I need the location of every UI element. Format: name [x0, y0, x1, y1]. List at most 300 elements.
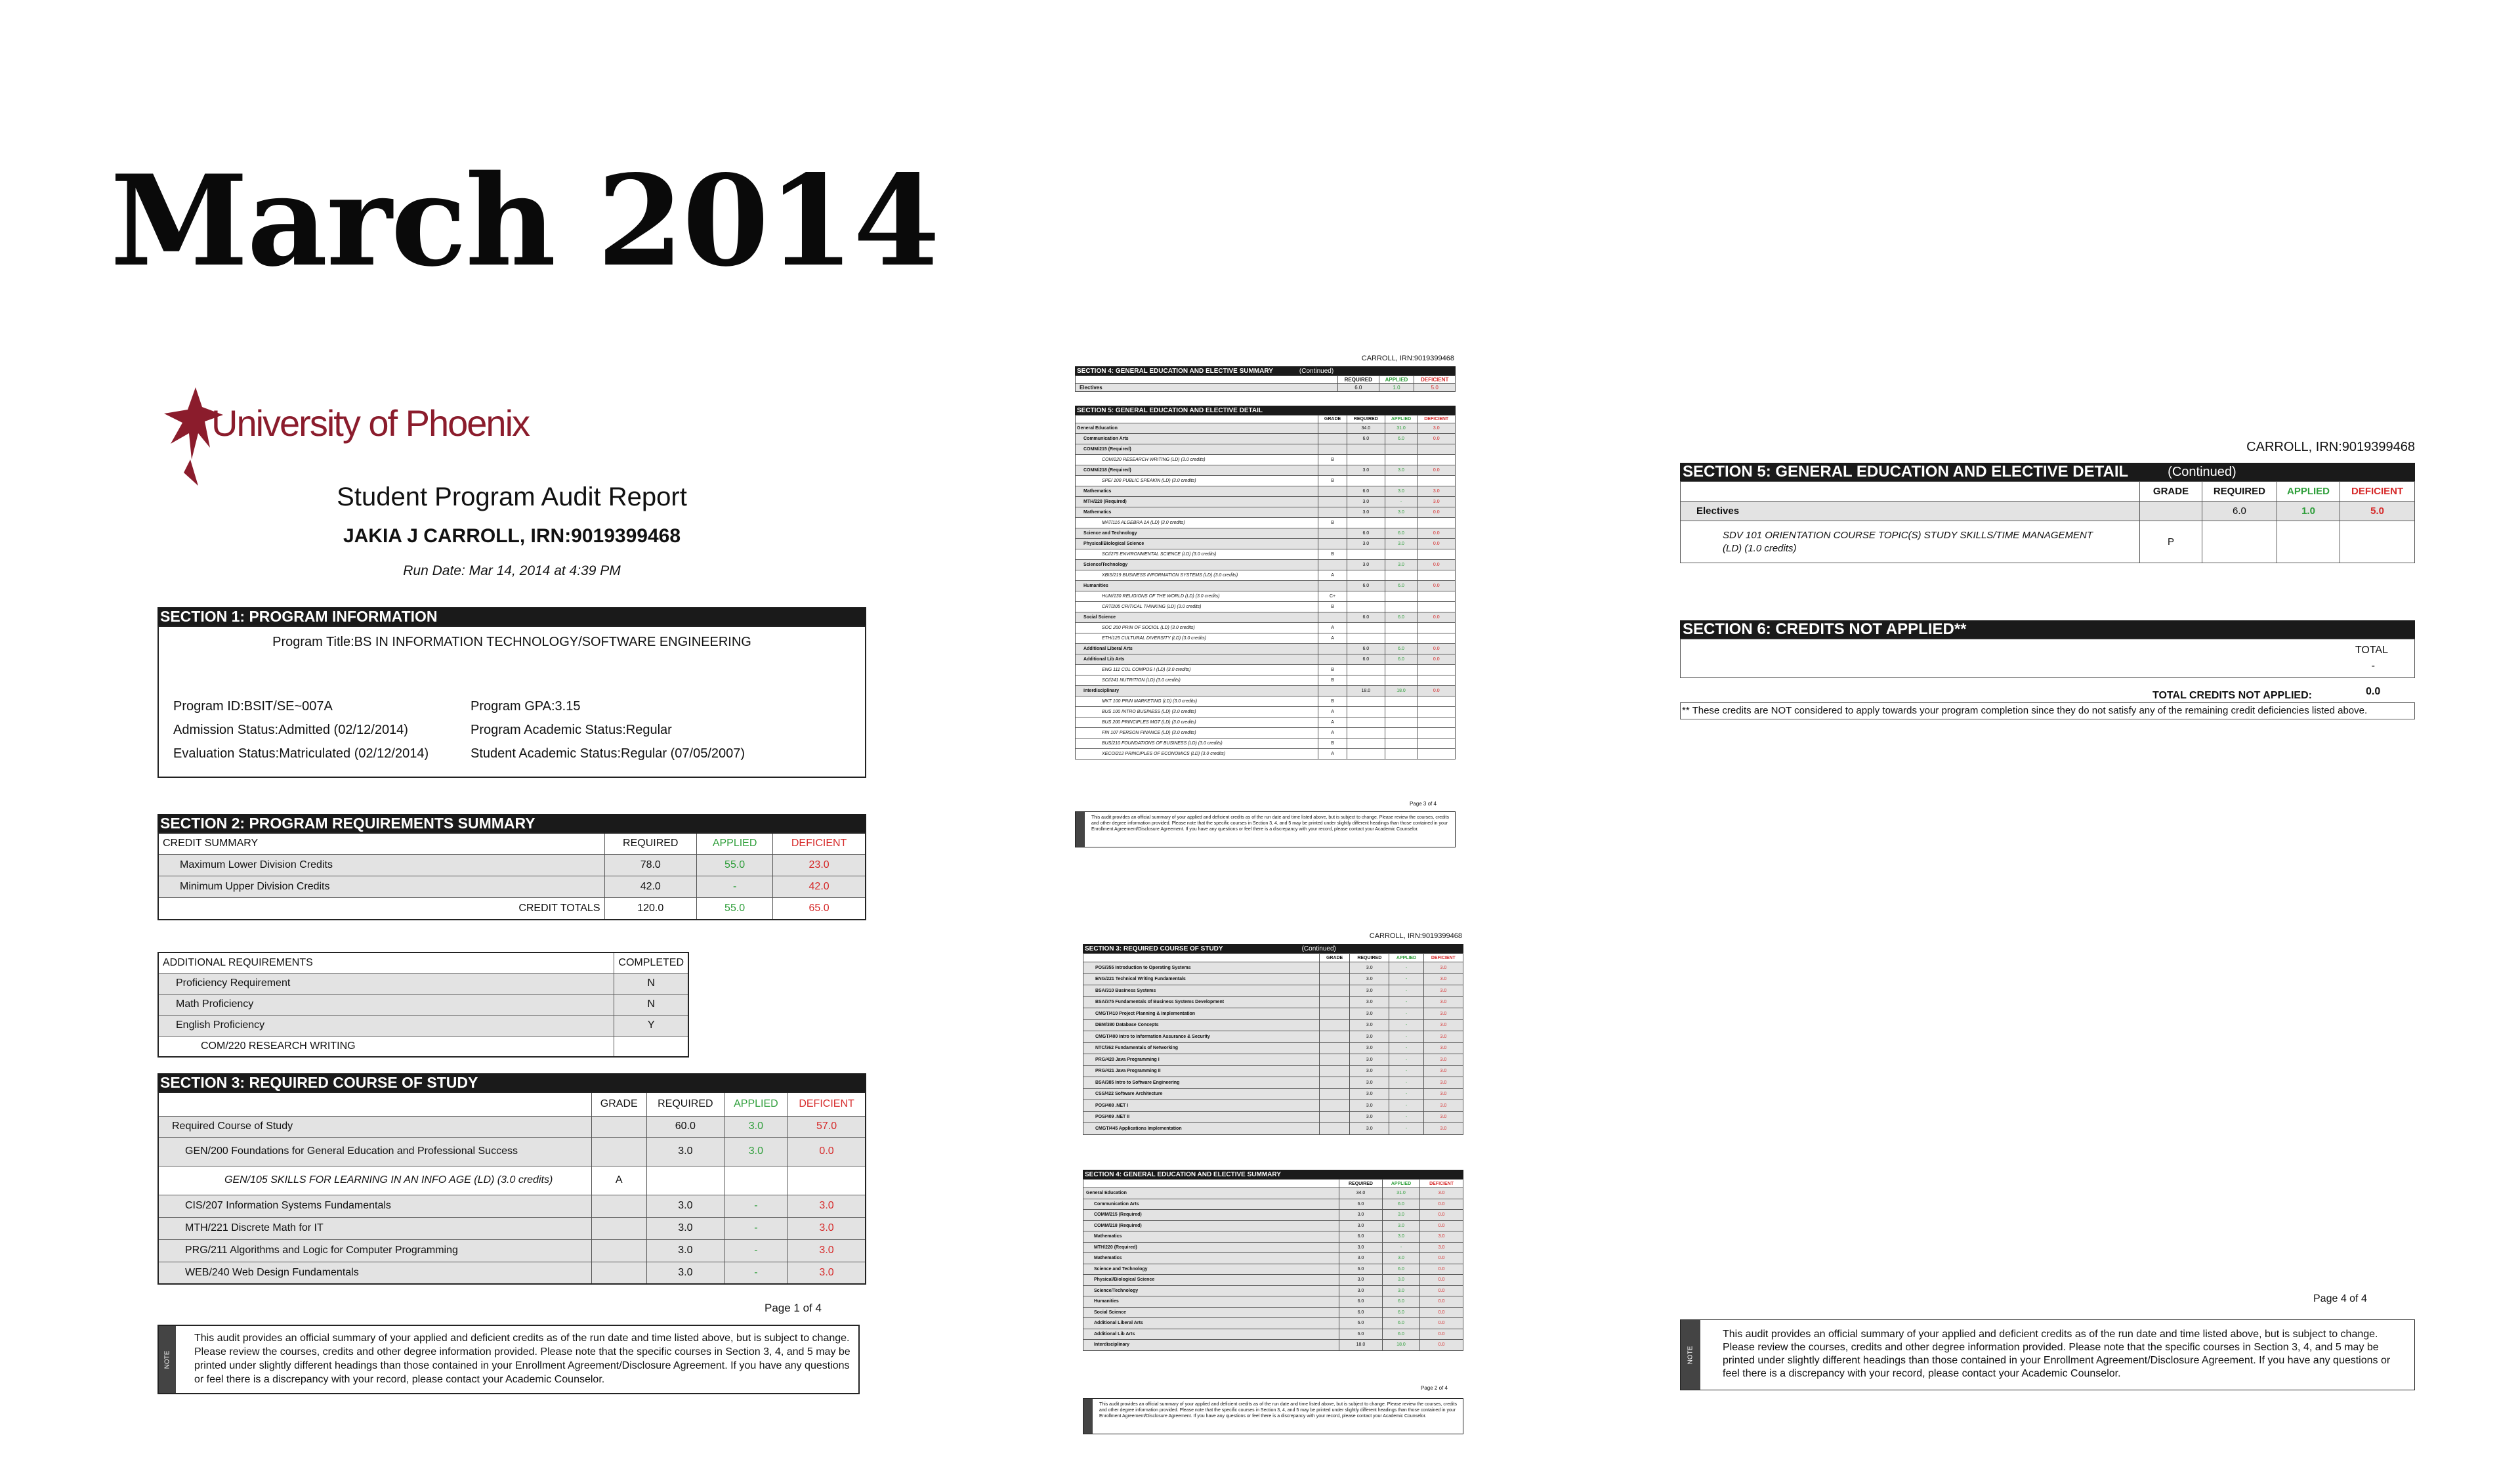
- row-applied: [1385, 665, 1418, 675]
- row-required: [1347, 476, 1385, 486]
- course-grade: [591, 1116, 646, 1137]
- course-label: WEB/240 Web Design Fundamentals: [158, 1262, 591, 1284]
- row-label: Science and Technology: [1083, 1264, 1339, 1275]
- row-required: 18.0: [1347, 686, 1385, 696]
- row-grade: [1320, 1019, 1350, 1031]
- row-grade: [1318, 423, 1347, 434]
- row-label: PRG/420 Java Programming I: [1083, 1054, 1320, 1066]
- totals-applied: 55.0: [697, 897, 773, 920]
- row-applied: [1385, 570, 1418, 581]
- row-grade: C+: [1318, 591, 1347, 602]
- row-deficient: 3.0: [1420, 1242, 1463, 1253]
- audit-note: [1680, 1319, 2415, 1390]
- row-deficient: 0.0: [1420, 1264, 1463, 1275]
- course-grade: [591, 1262, 646, 1284]
- col-deficient: DEFICIENT: [788, 1092, 866, 1116]
- row-applied: 3.0: [1385, 560, 1418, 570]
- row-deficient: 3.0: [1423, 1100, 1463, 1112]
- totals-required: 120.0: [604, 897, 697, 920]
- table-row: [1076, 486, 1456, 497]
- course-applied: -: [724, 1195, 788, 1217]
- row-deficient: 0.0: [1418, 560, 1456, 570]
- row-applied: -: [1389, 985, 1423, 997]
- col-required: REQUIRED: [1339, 1180, 1383, 1188]
- row-grade: B: [1318, 696, 1347, 707]
- elective-summary-table: [1075, 375, 1456, 392]
- row-deficient: 3.0: [1423, 1054, 1463, 1066]
- table-row: [1083, 1077, 1463, 1089]
- electives-required: 6.0: [2202, 502, 2277, 521]
- totals-row: [158, 897, 866, 920]
- row-deficient: [1418, 591, 1456, 602]
- row-applied: 6.0: [1385, 528, 1418, 539]
- row-grade: [1320, 996, 1350, 1008]
- row-applied: 31.0: [1385, 423, 1418, 434]
- row-required: 3.0: [1350, 1123, 1389, 1135]
- row-label: MTH/220 (Required): [1083, 1242, 1339, 1253]
- row-grade: B: [1318, 738, 1347, 749]
- row-label: DBM/380 Database Concepts: [1083, 1019, 1320, 1031]
- row-required: 3.0: [1339, 1220, 1383, 1231]
- table-row: [1681, 521, 2415, 563]
- row-required: 6.0: [1347, 486, 1385, 497]
- col-grade: GRADE: [1320, 954, 1350, 962]
- row-label: SCI/275 ENVIRONMENTAL SCIENCE (LD) (3.0 credits): [1076, 549, 1318, 560]
- row-label: CSS/422 Software Architecture: [1083, 1088, 1320, 1100]
- row-grade: [1320, 1077, 1350, 1089]
- row-required: 3.0: [1350, 985, 1389, 997]
- row-deficient: 0.0: [1418, 528, 1456, 539]
- row-applied: -: [1389, 1019, 1423, 1031]
- row-label: Mathematics: [1083, 1253, 1339, 1264]
- row-required: 3.0: [1339, 1285, 1383, 1296]
- table-row: [1076, 518, 1456, 528]
- row-deficient: [1418, 602, 1456, 612]
- course-deficient: 3.0: [788, 1239, 866, 1262]
- row-required: 3.0: [1350, 1031, 1389, 1043]
- row-deficient: 0.0: [1420, 1199, 1463, 1210]
- evaluation-status: Evaluation Status:Matriculated (02/12/2014): [173, 746, 429, 761]
- row-deficient: 0.0: [1420, 1318, 1463, 1329]
- course-required: [2202, 521, 2277, 563]
- row-label: Electives: [1076, 384, 1338, 392]
- row-required: 3.0: [1350, 1111, 1389, 1123]
- report-title: Student Program Audit Report: [337, 482, 687, 511]
- row-required: 3.0: [1350, 1042, 1389, 1054]
- col-required: REQUIRED: [1347, 416, 1385, 423]
- row-required: 6.0: [1339, 1199, 1383, 1210]
- audit-note: [1083, 1398, 1463, 1434]
- row-grade: A: [1318, 717, 1347, 728]
- row-applied: -: [1389, 962, 1423, 974]
- row-required: 6.0: [1347, 612, 1385, 623]
- row-label: CRT/205 CRITICAL THINKING (LD) (3.0 credits): [1076, 602, 1318, 612]
- row-label: General Education: [1076, 423, 1318, 434]
- row-applied: [1385, 602, 1418, 612]
- row-grade: A: [1318, 623, 1347, 633]
- row-grade: [1320, 1054, 1350, 1066]
- row-deficient: [1418, 518, 1456, 528]
- course-label: MTH/221 Discrete Math for IT: [158, 1217, 591, 1239]
- section-3-title: SECTION 3: REQUIRED COURSE OF STUDY: [1085, 945, 1223, 952]
- row-label: MKT 100 PRIN MARKETING (LD) (3.0 credits): [1076, 696, 1318, 707]
- row-applied: -: [697, 876, 773, 897]
- page-irn: CARROLL, IRN:9019399468: [2246, 440, 2415, 454]
- note-text: This audit provides an official summary of your applied and deficient credits as of the run date and time listed above, but is subject to change. Please review the courses, credits and other degree information provided. Please note that the specific courses in Section 3, 4, and 5 may be printed under slightly different headings than those contained in your Enrollment Agreement/Disclosure Agreement. If you have any questions or feel there is a discrepancy with your record, please contact your Academic Counselor.: [1091, 815, 1449, 832]
- row-label: Social Science: [1083, 1307, 1339, 1318]
- row-grade: [1320, 1100, 1350, 1112]
- row-label: COMM/218 (Required): [1083, 1220, 1339, 1231]
- requirement-label: COM/220 RESEARCH WRITING: [158, 1036, 614, 1057]
- row-required: 3.0: [1350, 1077, 1389, 1089]
- course-deficient: 3.0: [788, 1195, 866, 1217]
- row-deficient: 3.0: [1418, 423, 1456, 434]
- totals-label: CREDIT TOTALS: [158, 897, 604, 920]
- section-4-header: SECTION 4: GENERAL EDUCATION AND ELECTIVE SUMMARY: [1083, 1170, 1463, 1179]
- table-row: [158, 1036, 688, 1057]
- table-row: [1076, 539, 1456, 549]
- table-row: [1083, 1329, 1463, 1340]
- requirement-value: N: [614, 973, 688, 994]
- row-applied: -: [1389, 1031, 1423, 1043]
- row-required: 3.0: [1347, 465, 1385, 476]
- row-applied: 6.0: [1385, 644, 1418, 654]
- row-applied: -: [1389, 973, 1423, 985]
- row-label: COMM/218 (Required): [1076, 465, 1318, 476]
- row-deficient: [1418, 675, 1456, 686]
- col-deficient: DEFICIENT: [1414, 376, 1456, 384]
- table-row: [1076, 497, 1456, 507]
- row-label: POS/355 Introduction to Operating Systems: [1083, 962, 1320, 974]
- row-applied: -: [1385, 497, 1418, 507]
- course-required: 3.0: [646, 1262, 724, 1284]
- row-deficient: 0.0: [1420, 1307, 1463, 1318]
- col-required: REQUIRED: [646, 1092, 724, 1116]
- course-deficient: [2340, 521, 2415, 563]
- row-applied: 6.0: [1385, 654, 1418, 665]
- col-required: REQUIRED: [604, 833, 697, 854]
- table-row: [1083, 1307, 1463, 1318]
- course-applied: [2277, 521, 2340, 563]
- requirement-label: Proficiency Requirement: [158, 973, 614, 994]
- section-5-title: SECTION 5: GENERAL EDUCATION AND ELECTIVE DETAIL: [1683, 463, 2129, 481]
- row-label: POS/409 .NET II: [1083, 1111, 1320, 1123]
- table-row: [1076, 455, 1456, 465]
- row-label: BUS 200 PRINCIPLES MGT (LD) (3.0 credits): [1076, 717, 1318, 728]
- row-deficient: 5.0: [1414, 384, 1456, 392]
- continued-label: (Continued): [1301, 945, 1336, 952]
- row-required: 3.0: [1350, 973, 1389, 985]
- course-label: Required Course of Study: [158, 1116, 591, 1137]
- row-applied: [1385, 696, 1418, 707]
- program-academic-status: Program Academic Status:Regular: [471, 723, 672, 737]
- page-number: Page 2 of 4: [1421, 1385, 1448, 1391]
- row-required: 3.0: [1350, 1100, 1389, 1112]
- section-1-body: [158, 626, 866, 778]
- col-deficient: DEFICIENT: [773, 833, 866, 854]
- row-grade: A: [1318, 749, 1347, 759]
- row-required: [1347, 707, 1385, 717]
- row-label: General Education: [1083, 1188, 1339, 1199]
- row-required: 6.0: [1338, 384, 1379, 392]
- table-row: [1681, 502, 2415, 521]
- row-deficient: 3.0: [1423, 1111, 1463, 1123]
- row-deficient: 3.0: [1423, 1088, 1463, 1100]
- row-label: HUM/130 RELIGIONS OF THE WORLD (LD) (3.0 credits): [1076, 591, 1318, 602]
- row-label: MAT/116 ALGEBRA 1A (LD) (3.0 credits): [1076, 518, 1318, 528]
- course-applied: [724, 1166, 788, 1195]
- row-required: 6.0: [1339, 1264, 1383, 1275]
- row-label: Interdisciplinary: [1083, 1340, 1339, 1351]
- row-applied: [1385, 717, 1418, 728]
- row-label: SCI/241 NUTRITION (LD) (3.0 credits): [1076, 675, 1318, 686]
- row-applied: [1385, 549, 1418, 560]
- table-row: [1076, 549, 1456, 560]
- table-row: [1083, 1242, 1463, 1253]
- row-grade: [1320, 1088, 1350, 1100]
- course-applied: 3.0: [724, 1116, 788, 1137]
- row-deficient: 3.0: [1423, 1031, 1463, 1043]
- row-required: 6.0: [1347, 581, 1385, 591]
- note-text: This audit provides an official summary of your applied and deficient credits as of the run date and time listed above, but is subject to change. Please review the courses, credits and other degree information provided. Please note that the specific courses in Section 3, 4, and 5 may be printed under slightly different headings than those contained in your Enrollment Agreement/Disclosure Agreement. If you have any questions or feel there is a discrepancy with your record, please contact your Academic Counselor.: [1099, 1402, 1457, 1419]
- row-deficient: 0.0: [1420, 1340, 1463, 1351]
- table-row: [1076, 602, 1456, 612]
- course-deficient: 0.0: [788, 1137, 866, 1166]
- table-row: [158, 1015, 688, 1036]
- row-required: [1347, 623, 1385, 633]
- row-deficient: 0.0: [1418, 539, 1456, 549]
- row-required: [1347, 665, 1385, 675]
- course-applied: -: [724, 1217, 788, 1239]
- table-row: [1076, 384, 1456, 392]
- row-applied: 3.0: [1382, 1275, 1419, 1286]
- row-deficient: 0.0: [1420, 1210, 1463, 1221]
- course-name: SDV 101 ORIENTATION COURSE TOPIC(S) STUDY SKILLS/TIME MANAGEMENT: [1723, 529, 2093, 541]
- table-row: [1083, 1199, 1463, 1210]
- run-date: Run Date: Mar 14, 2014 at 4:39 PM: [403, 563, 621, 578]
- course-deficient: [788, 1166, 866, 1195]
- row-applied: [1385, 623, 1418, 633]
- row-required: 3.0: [1350, 962, 1389, 974]
- row-applied: 1.0: [1379, 384, 1414, 392]
- row-required: 42.0: [604, 876, 697, 897]
- row-label: Additional Liberal Arts: [1083, 1318, 1339, 1329]
- row-grade: [1320, 1123, 1350, 1135]
- total-not-applied-value: 0.0: [2366, 686, 2381, 697]
- row-grade: [1320, 1042, 1350, 1054]
- note-tag-label: NOTE: [163, 1350, 171, 1369]
- table-row: [1076, 633, 1456, 644]
- row-label: Physical/Biological Science: [1076, 539, 1318, 549]
- row-deficient: 3.0: [1423, 1008, 1463, 1020]
- row-required: [1347, 633, 1385, 644]
- col-additional-requirements: ADDITIONAL REQUIREMENTS: [158, 952, 614, 973]
- section-5-header: SECTION 5: GENERAL EDUCATION AND ELECTIVE DETAIL: [1075, 406, 1456, 415]
- row-required: 6.0: [1347, 644, 1385, 654]
- row-required: [1347, 602, 1385, 612]
- table-row: [1083, 962, 1463, 974]
- course-label: GEN/200 Foundations for General Education and Professional Success: [158, 1137, 591, 1166]
- table-row: [1083, 1188, 1463, 1199]
- note-tag-label: NOTE: [1687, 1346, 1694, 1364]
- row-required: 6.0: [1339, 1296, 1383, 1308]
- page-number: Page 3 of 4: [1410, 801, 1437, 807]
- row-label: Humanities: [1076, 581, 1318, 591]
- table-row: [1076, 696, 1456, 707]
- row-deficient: 3.0: [1423, 1077, 1463, 1089]
- row-label: CMGT/400 Intro to Information Assurance & Security: [1083, 1031, 1320, 1043]
- col-spacer: [1076, 416, 1318, 423]
- table-row: [1076, 434, 1456, 444]
- row-required: 3.0: [1339, 1210, 1383, 1221]
- row-grade: B: [1318, 518, 1347, 528]
- row-applied: 3.0: [1385, 507, 1418, 518]
- additional-requirements-table: [158, 952, 689, 1058]
- row-required: 34.0: [1339, 1188, 1383, 1199]
- row-deficient: 0.0: [1420, 1220, 1463, 1231]
- col-applied: APPLIED: [1379, 376, 1414, 384]
- row-required: 3.0: [1339, 1242, 1383, 1253]
- row-grade: [1318, 465, 1347, 476]
- row-grade: [1320, 1065, 1350, 1077]
- row-applied: 3.0: [1385, 539, 1418, 549]
- row-applied: -: [1389, 996, 1423, 1008]
- page-number: Page 4 of 4: [2313, 1293, 2367, 1304]
- table-row: [158, 1217, 866, 1239]
- table-row: [158, 1166, 866, 1195]
- row-label: Mathematics: [1076, 486, 1318, 497]
- row-applied: -: [1389, 1065, 1423, 1077]
- elective-detail-table: [1075, 415, 1456, 759]
- row-label: FIN 107 PERSON FINANCE (LD) (3.0 credits): [1076, 728, 1318, 738]
- col-credit-summary: CREDIT SUMMARY: [158, 833, 604, 854]
- row-grade: [1318, 444, 1347, 455]
- course-required: 3.0: [646, 1195, 724, 1217]
- row-label: Minimum Upper Division Credits: [158, 876, 604, 897]
- row-label: Additional Lib Arts: [1076, 654, 1318, 665]
- row-label: CMGT/410 Project Planning & Implementation: [1083, 1008, 1320, 1020]
- row-applied: 6.0: [1385, 612, 1418, 623]
- table-row: [1083, 1231, 1463, 1243]
- table-row: [1076, 675, 1456, 686]
- row-deficient: [1418, 570, 1456, 581]
- row-deficient: 3.0: [1418, 486, 1456, 497]
- row-required: 6.0: [1339, 1318, 1383, 1329]
- row-grade: [1320, 985, 1350, 997]
- table-row: [158, 1262, 866, 1284]
- table-row: [1083, 1253, 1463, 1264]
- course-grade: [591, 1137, 646, 1166]
- row-label: ETH/125 CULTURAL DIVERSITY (LD) (3.0 credits): [1076, 633, 1318, 644]
- row-applied: 3.0: [1382, 1253, 1419, 1264]
- section-4-title: SECTION 4: GENERAL EDUCATION AND ELECTIVE SUMMARY: [1077, 367, 1273, 375]
- row-required: 3.0: [1350, 1054, 1389, 1066]
- required-course-table: [1083, 953, 1463, 1135]
- general-education-table: [1083, 1179, 1463, 1351]
- row-applied: -: [1389, 1054, 1423, 1066]
- row-applied: 6.0: [1382, 1296, 1419, 1308]
- row-label: XBIS/219 BUSINESS INFORMATION SYSTEMS (LD) (3.0 credits): [1076, 570, 1318, 581]
- row-applied: -: [1389, 1100, 1423, 1112]
- table-row: [1076, 444, 1456, 455]
- row-required: 6.0: [1347, 528, 1385, 539]
- row-required: 3.0: [1347, 497, 1385, 507]
- row-grade: [1318, 497, 1347, 507]
- table-row: [1083, 1275, 1463, 1286]
- col-grade: GRADE: [591, 1092, 646, 1116]
- row-required: 6.0: [1347, 654, 1385, 665]
- row-label: Interdisciplinary: [1076, 686, 1318, 696]
- row-required: 3.0: [1339, 1275, 1383, 1286]
- row-label: COMM/215 (Required): [1076, 444, 1318, 455]
- col-deficient: DEFICIENT: [1420, 1180, 1463, 1188]
- row-deficient: 0.0: [1420, 1296, 1463, 1308]
- row-grade: A: [1318, 633, 1347, 644]
- row-deficient: 3.0: [1423, 985, 1463, 997]
- course-deficient: 3.0: [788, 1262, 866, 1284]
- table-row: [1076, 749, 1456, 759]
- section-6-body: [1680, 639, 2415, 678]
- table-row: [1083, 1008, 1463, 1020]
- row-grade: B: [1318, 455, 1347, 465]
- audit-page-1: [158, 387, 866, 1411]
- row-grade: [1318, 686, 1347, 696]
- table-row: [1083, 1042, 1463, 1054]
- row-deficient: 0.0: [1418, 434, 1456, 444]
- table-row: [1083, 1318, 1463, 1329]
- row-deficient: [1418, 717, 1456, 728]
- row-applied: 6.0: [1382, 1318, 1419, 1329]
- continued-label: (Continued): [1299, 367, 1334, 375]
- row-label: BSA/385 Intro to Software Engineering: [1083, 1077, 1320, 1089]
- col-grade: GRADE: [2140, 482, 2202, 502]
- row-deficient: [1418, 444, 1456, 455]
- table-row: [1083, 1264, 1463, 1275]
- table-row: [1076, 528, 1456, 539]
- row-label: Communication Arts: [1083, 1199, 1339, 1210]
- row-required: 3.0: [1339, 1253, 1383, 1264]
- table-row: [1076, 581, 1456, 591]
- row-grade: [1318, 434, 1347, 444]
- row-deficient: [1418, 728, 1456, 738]
- row-required: 3.0: [1350, 1065, 1389, 1077]
- note-tag: [1681, 1320, 1700, 1390]
- table-row: [1083, 1220, 1463, 1231]
- table-row: [1076, 560, 1456, 570]
- table-row: [1076, 738, 1456, 749]
- row-applied: 3.0: [1382, 1220, 1419, 1231]
- row-deficient: [1418, 633, 1456, 644]
- row-deficient: 23.0: [773, 854, 866, 876]
- table-row: [1076, 644, 1456, 654]
- row-label: BUS/210 FOUNDATIONS OF BUSINESS (LD) (3.0 credits): [1076, 738, 1318, 749]
- course-required: 3.0: [646, 1137, 724, 1166]
- row-deficient: 0.0: [1418, 507, 1456, 518]
- row-label: Science and Technology: [1076, 528, 1318, 539]
- table-row: [158, 1137, 866, 1166]
- row-grade: [1318, 644, 1347, 654]
- course-label: GEN/105 SKILLS FOR LEARNING IN AN INFO AGE (LD) (3.0 credits): [158, 1166, 591, 1195]
- table-row: [1083, 1065, 1463, 1077]
- row-label: Mathematics: [1076, 507, 1318, 518]
- row-required: [1347, 549, 1385, 560]
- col-spacer: [1083, 954, 1320, 962]
- row-applied: -: [1389, 1077, 1423, 1089]
- row-deficient: [1418, 707, 1456, 717]
- section-2-header: SECTION 2: PROGRAM REQUIREMENTS SUMMARY: [158, 814, 866, 832]
- table-row: [1076, 423, 1456, 434]
- row-applied: -: [1389, 1088, 1423, 1100]
